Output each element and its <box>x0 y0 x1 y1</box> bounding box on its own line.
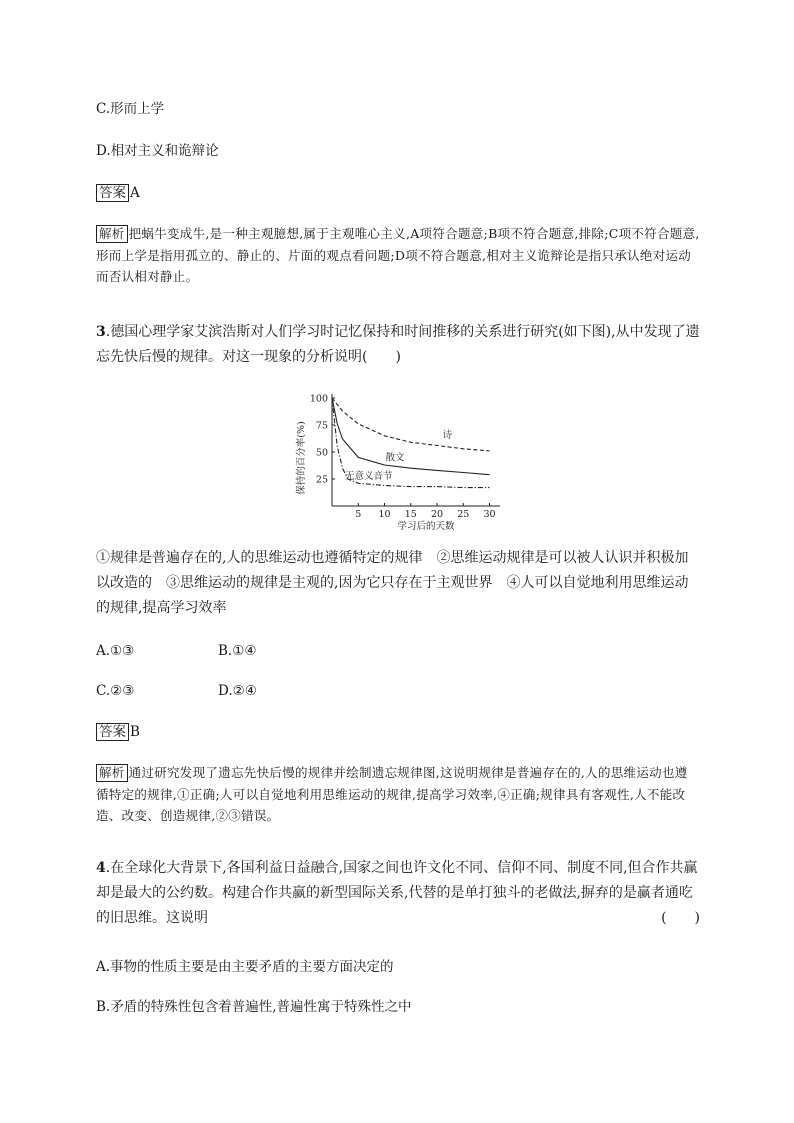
chart-x-tick-label: 30 <box>483 509 496 520</box>
q3-option-b: B.①④ <box>218 643 257 659</box>
analysis-tag: 解析 <box>96 225 128 243</box>
q3-option-a: A.①③ <box>96 643 135 659</box>
prev-answer-line <box>96 184 700 203</box>
chart-x-tick-label: 10 <box>378 509 391 520</box>
chart-y-tick-label: 50 <box>315 447 328 459</box>
q4-number: 4 <box>96 860 106 876</box>
prev-option-d: D.相对主义和诡辩论 <box>96 143 219 159</box>
answer-value: A <box>130 185 140 201</box>
q4-option-b: B.矛盾的特殊性包含着普遍性,普遍性寓于特殊性之中 <box>96 999 412 1015</box>
forgetting-curve-chart <box>290 386 505 530</box>
answer-tag: 答案 <box>96 184 129 202</box>
q3-answer-line <box>96 723 700 742</box>
analysis-text: 把蜗牛变成牛,是一种主观臆想,属于主观唯心主义,A项符合题意;B项不符合题意,排除;C项不符合题意,形而上学是指用孤立的、静止的、片面的观点看问题;D项不符合题意,相对主义诡辩论是指只承认绝对运动而否认相对静止。 <box>96 226 700 284</box>
q3-option-c: C.②③ <box>96 683 135 699</box>
prev-analysis <box>96 223 700 288</box>
q3-statements: ①规律是普遍存在的,人的思维运动也遵循特定的规律 ②思维运动规律是可以被人认识并积极加以改造的 ③思维运动的规律是主观的,因为它只存在于主观世界 ④人可以自觉地利用思维运动的规律,提高学习效率 <box>96 550 689 616</box>
q3-stem <box>96 320 700 370</box>
q4-paren: ( ) <box>661 910 700 926</box>
chart-x-tick-label: 20 <box>430 509 444 520</box>
analysis-tag: 解析 <box>96 764 128 782</box>
q4-stem-text: .在全球化大背景下,各国利益日益融合,国家之间也许文化不同、信仰不同、制度不同,但合作共赢却是最大的公约数。构建合作共赢的新型国际关系,代替的是单打独斗的老做法,摒弃的是赢者通吃的旧思维。这说明 <box>96 860 698 926</box>
answer-tag: 答案 <box>96 723 129 741</box>
chart-y-tick-label: 25 <box>315 474 328 486</box>
q3-number: 3 <box>96 324 106 340</box>
chart-y-tick-label: 75 <box>315 420 328 432</box>
chart-x-tick-label: 25 <box>457 509 470 520</box>
chart-x-tick-label: 15 <box>404 509 417 520</box>
chart-series-label: 散文 <box>385 452 405 464</box>
q3-option-d: D.②④ <box>218 683 257 699</box>
chart-series-line <box>332 398 490 475</box>
chart-y-label: 保持的百分率(%) <box>296 421 307 495</box>
answer-value: B <box>130 724 140 740</box>
chart-series-label: 无意义音节 <box>344 471 393 482</box>
q4-option-a: A.事物的性质主要是由主要矛盾的主要方面决定的 <box>96 959 394 975</box>
q4-stem <box>96 856 700 931</box>
chart-series-label: 诗 <box>442 429 453 441</box>
prev-option-c: C.形而上学 <box>96 101 165 117</box>
analysis-text: 通过研究发现了遗忘先快后慢的规律并绘制遗忘规律图,这说明规律是普遍存在的,人的思维运动也遵循特定的规律,①正确;人可以自觉地利用思维运动的规律,提高学习效率,④正确;规律具有客观性,人不能改造、改变、创造规律,②③错误。 <box>96 765 688 823</box>
q3-analysis <box>96 762 700 827</box>
chart-x-label: 学习后的天数 <box>397 521 455 530</box>
chart-y-tick-label: 100 <box>309 393 328 405</box>
chart-series-line <box>332 398 490 451</box>
chart-x-tick-label: 5 <box>355 509 362 520</box>
q3-stem-text: .德国心理学家艾滨浩斯对人们学习时记忆保持和时间推移的关系进行研究(如下图),从中发现了遗忘先快后慢的规律。对这一现象的分析说明( ) <box>96 324 700 365</box>
